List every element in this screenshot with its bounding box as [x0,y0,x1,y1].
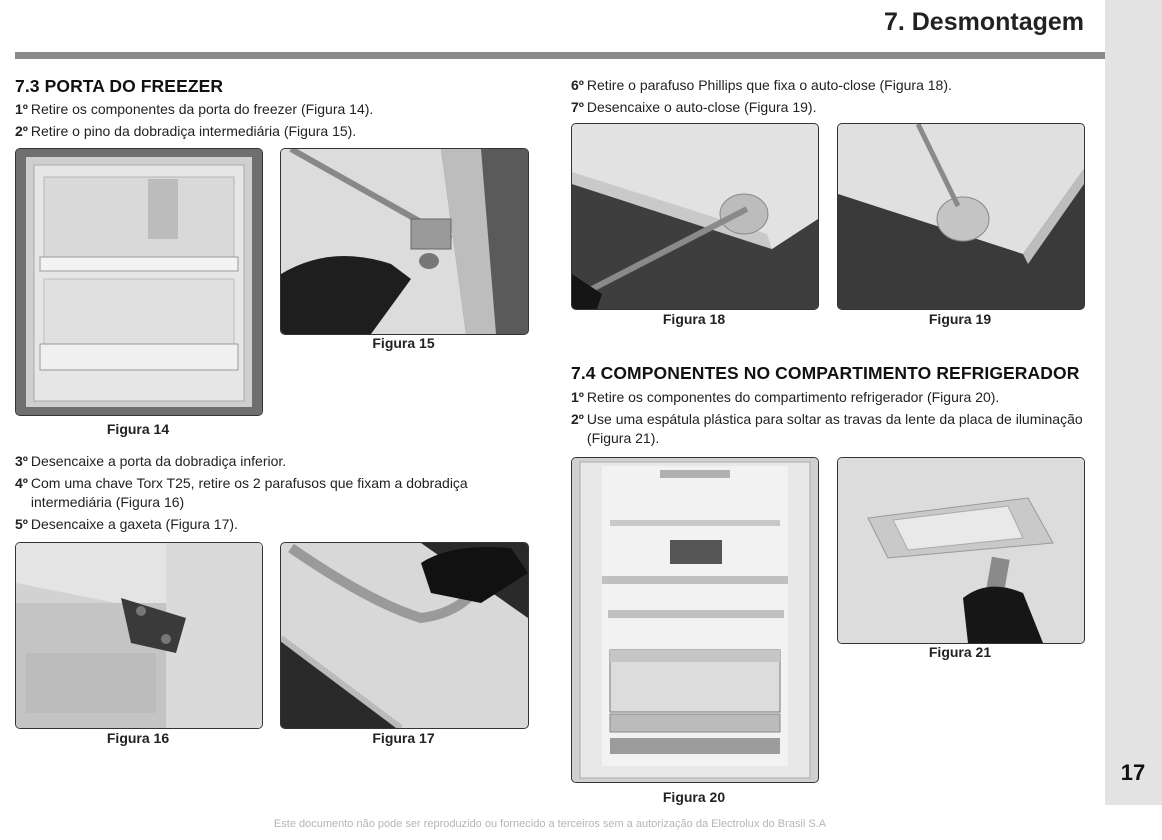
step-7-4-2 [571,410,1091,448]
figure-16-caption: Figura 16 [106,730,170,746]
step-3 [15,452,535,471]
figure-17-caption: Figura 17 [372,730,435,746]
step-number: 2º [571,411,584,427]
figure-20-photo [571,457,819,783]
figure-19-photo [837,123,1085,310]
figure-17-photo [280,542,529,729]
footer-disclaimer: Este documento não pode ser reproduzido ou fornecido a terceiros sem a autorização da Electrolux do Brasil S.A [273,818,827,830]
step-text: Use uma espátula plástica para soltar as travas da lente da placa de iluminação (Figura 21). [586,411,1083,446]
step-number: 4º [15,475,28,491]
figure-19-caption: Figura 19 [928,311,992,327]
figure-21-caption: Figura 21 [928,644,992,660]
step-number: 1º [571,389,584,405]
step-1 [15,100,535,119]
step-7-4-1 [571,388,1091,407]
figure-18-photo [571,123,819,310]
figure-15-caption: Figura 15 [372,335,435,351]
step-6 [571,76,1091,95]
step-7 [571,98,1091,117]
step-number: 2º [15,123,28,139]
figure-21-photo [837,457,1085,644]
step-number: 6º [571,77,584,93]
step-text: Retire o pino da dobradiça intermediária (Figura 15). [30,123,357,139]
section-title-7-4: 7.4 COMPONENTES NO COMPARTIMENTO REFRIGERADOR [571,363,1080,383]
side-margin-bar [1105,0,1162,805]
step-text: Retire o parafuso Phillips que fixa o auto-close (Figura 18). [586,77,952,93]
step-number: 7º [571,99,584,115]
step-2 [15,122,535,141]
figure-16-photo [15,542,263,729]
step-number: 1º [15,101,28,117]
step-text: Retire os componentes do compartimento refrigerador (Figura 20). [586,389,1000,405]
figure-20-caption: Figura 20 [662,789,726,805]
step-text: Com uma chave Torx T25, retire os 2 parafusos que fixam a dobradiça intermediária (Figura 16) [30,475,468,510]
page-number: 17 [1120,760,1146,785]
figure-14-caption: Figura 14 [106,421,170,437]
header-rule [15,52,1105,59]
section-title-7-3: 7.3 PORTA DO FREEZER [15,76,224,96]
step-number: 3º [15,453,28,469]
step-5 [15,515,535,534]
step-text: Desencaixe a porta da dobradiça inferior. [30,453,287,469]
step-text: Desencaixe a gaxeta (Figura 17). [30,516,238,532]
chapter-title: 7. Desmontagem [883,8,1084,36]
step-4 [15,474,535,512]
step-text: Retire os componentes da porta do freezer (Figura 14). [30,101,374,117]
step-text: Desencaixe o auto-close (Figura 19). [586,99,817,115]
figure-18-caption: Figura 18 [662,311,726,327]
step-number: 5º [15,516,28,532]
figure-15-photo [280,148,529,335]
figure-14-photo [15,148,263,416]
